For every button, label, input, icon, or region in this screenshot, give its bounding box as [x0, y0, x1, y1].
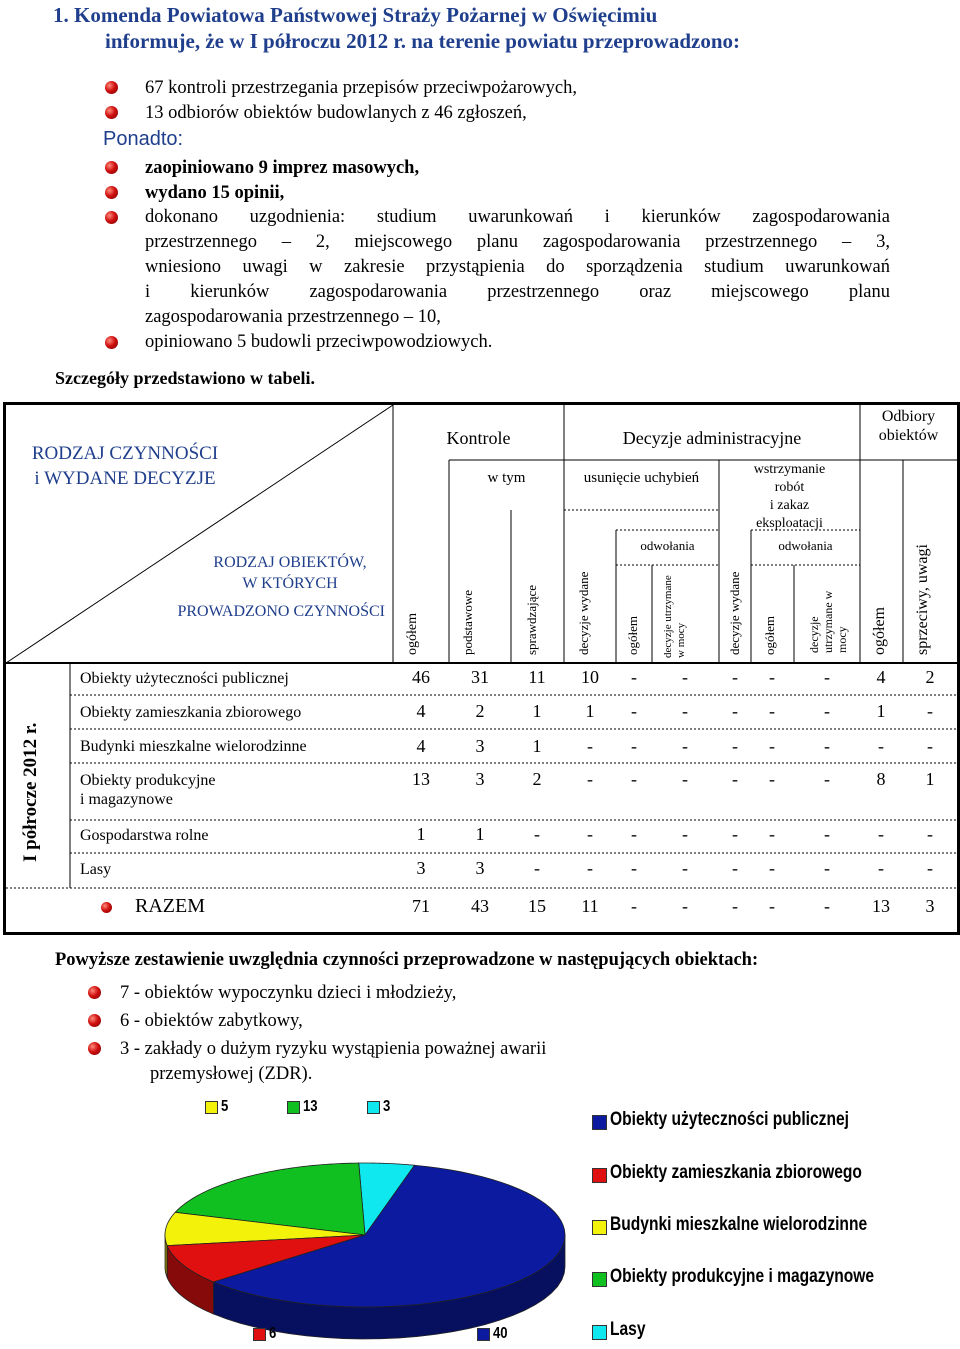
list-item-line: dokonano uzgodnienia: studium uwarunkowań i kierunków zagospodarowania: [145, 207, 890, 227]
table-cell: 46: [412, 667, 430, 687]
table-cell: -: [824, 824, 830, 844]
col-header-ogolem-4: ogółem: [871, 607, 888, 655]
col-header-sprzeciwy: sprzeciwy, uwagi: [914, 544, 931, 655]
table-cell: -: [682, 824, 688, 844]
data-label-swatch: [253, 1328, 266, 1341]
table-cell: -: [631, 701, 637, 721]
razem-cell: -: [824, 896, 830, 916]
wstrzymanie-line: eksploatacji: [756, 516, 823, 531]
table-cell: -: [824, 701, 830, 721]
table-cell: -: [769, 769, 775, 789]
table-cell: -: [732, 858, 738, 878]
table-cell: 1: [925, 769, 935, 789]
table-cell: 1: [585, 701, 595, 721]
bullet-icon: [88, 986, 101, 999]
page-subtitle: informuje, że w I półroczu 2012 r. na terenie powiatu przeprowadzono:: [105, 29, 741, 53]
table-cell: 4: [876, 667, 886, 687]
col-header-ogolem-3: ogółem: [762, 616, 777, 655]
table-cell: -: [631, 858, 637, 878]
razem-cell: 71: [412, 896, 430, 916]
table-cell: 3: [416, 858, 426, 878]
bullet-icon: [88, 1014, 101, 1027]
table-cell: -: [769, 701, 775, 721]
table-cell: 31: [471, 667, 489, 687]
razem-cell: 11: [581, 896, 599, 916]
table-cell: 2: [475, 701, 485, 721]
list-item: opiniowano 5 budowli przeciwpowodziowych.: [145, 332, 493, 352]
data-label-swatch: [367, 1101, 380, 1114]
table-cell: -: [631, 667, 637, 687]
table-cell: 1: [532, 736, 542, 756]
table-cell: 3: [475, 858, 485, 878]
table-cell: -: [824, 736, 830, 756]
details-note: Szczegóły przedstawiono w tabeli.: [55, 368, 315, 388]
legend-swatch: [592, 1272, 607, 1287]
table-cell: -: [927, 701, 933, 721]
table-cell: -: [732, 701, 738, 721]
list-item-line: zagospodarowania przestrzennego – 10,: [145, 307, 441, 327]
table-cell: -: [587, 769, 593, 789]
legend-swatch: [592, 1115, 607, 1130]
w-tym-header: w tym: [487, 470, 526, 486]
table-cell: 4: [416, 736, 426, 756]
col-header-utrzymane-2: decyzje utrzymane w mocy: [807, 590, 849, 653]
table-cell: 2: [532, 769, 542, 789]
list-item-line: przestrzennego – 2, miejscowego planu zagospodarowania przestrzennego – 3,: [145, 232, 890, 252]
col-header-decyzje-wydane-2: decyzje wydane: [727, 571, 742, 655]
razem-label: RAZEM: [135, 895, 205, 917]
col-header-decyzje-wydane: decyzje wydane: [576, 571, 591, 655]
list-item-line: wniesiono uwagi w zakresie przystąpienia do sporządzenia studium uwarunkowań: [145, 257, 890, 277]
pie-chart: [150, 1090, 590, 1349]
razem-cell: 13: [872, 896, 890, 916]
corner-subtitle-line: RODZAJ OBIEKTÓW,: [213, 554, 367, 571]
table-cell: -: [732, 824, 738, 844]
corner-title: [10, 441, 240, 491]
bullet-icon: [88, 1042, 101, 1055]
legend-swatch: [592, 1220, 607, 1235]
razem-cell: 3: [925, 896, 935, 916]
data-label: 5: [221, 1098, 229, 1115]
table-cell: -: [769, 824, 775, 844]
list-item: wydano 15 opinii,: [145, 183, 285, 203]
data-label: 13: [303, 1098, 318, 1115]
table-cell: -: [631, 736, 637, 756]
table-cell: 13: [412, 769, 430, 789]
col-header-ogolem: ogółem: [405, 613, 420, 655]
data-label: 3: [383, 1098, 391, 1115]
list-item-line: i kierunków zagospodarowania przestrzennego oraz miejscowego planu: [145, 282, 890, 302]
row-label: Gospodarstwa rolne: [80, 827, 209, 844]
table-cell: 1: [876, 701, 886, 721]
table-cell: -: [587, 858, 593, 878]
data-label-swatch: [477, 1328, 490, 1341]
bullet-icon: [101, 902, 112, 913]
decyzje-header: Decyzje administracyjne: [622, 428, 802, 448]
table-cell: -: [769, 667, 775, 687]
col-header-sprawdzajace: sprawdzające: [524, 584, 539, 655]
table-cell: -: [631, 824, 637, 844]
corner-subtitle-line: PROWADZONO CZYNNOŚCI: [177, 603, 385, 620]
razem-cell: 43: [471, 896, 489, 916]
table-cell: -: [732, 769, 738, 789]
legend-swatch: [592, 1325, 607, 1340]
wstrzymanie-line: wstrzymanie: [753, 462, 826, 477]
corner-subtitle-line: W KTÓRYCH: [242, 575, 338, 592]
table-cell: 1: [475, 824, 485, 844]
table-cell: 1: [416, 824, 426, 844]
table-cell: -: [682, 736, 688, 756]
ponadto-heading: Ponadto:: [103, 128, 184, 150]
row-label: Obiekty użyteczności publicznej: [80, 670, 289, 687]
data-label-swatch: [287, 1101, 300, 1114]
table-cell: -: [824, 769, 830, 789]
table-cell: -: [732, 667, 738, 687]
row-label: Lasy: [80, 861, 112, 878]
razem-cell: -: [631, 896, 637, 916]
razem-cell: -: [732, 896, 738, 916]
table-cell: -: [927, 736, 933, 756]
data-label: 40: [493, 1325, 508, 1342]
table-cell: -: [824, 667, 830, 687]
table-cell: 11: [528, 667, 546, 687]
table-cell: 3: [475, 769, 485, 789]
corner-title-line: RODZAJ CZYNNOŚCI: [31, 443, 219, 464]
odbiory-header: Odbiory obiektów: [878, 408, 939, 444]
table-cell: -: [682, 667, 688, 687]
table-cell: -: [769, 858, 775, 878]
odwolania-header: odwołania: [640, 538, 695, 553]
table-cell: -: [878, 824, 884, 844]
summary-item: 7 - obiektów wypoczynku dzieci i młodzieży,: [120, 983, 457, 1003]
summary-item-continued: przemysłowej (ZDR).: [150, 1064, 313, 1084]
row-label: Budynki mieszkalne wielorodzinne: [80, 738, 307, 755]
row-label: i magazynowe: [80, 791, 173, 808]
legend-entry: Lasy: [610, 1319, 646, 1340]
data-label: 6: [269, 1325, 277, 1342]
table-cell: -: [682, 858, 688, 878]
razem-cell: -: [769, 896, 775, 916]
table-cell: -: [682, 769, 688, 789]
usuniecie-header: usunięcie uchybień: [583, 470, 700, 486]
list-item: 67 kontroli przestrzegania przepisów przeciwpożarowych,: [145, 78, 578, 98]
table-cell: -: [534, 824, 540, 844]
razem-cell: -: [682, 896, 688, 916]
table-cell: -: [824, 858, 830, 878]
col-header-utrzymane: decyzje utrzymane w mocy: [662, 575, 687, 658]
summary-item: 6 - obiektów zabytkowy,: [120, 1011, 303, 1031]
table-cell: -: [534, 858, 540, 878]
summary-item: 3 - zakłady o dużym ryzyku wystąpienia poważnej awarii: [120, 1039, 547, 1059]
table-cell: -: [682, 701, 688, 721]
table-cell: -: [927, 824, 933, 844]
table-cell: -: [631, 769, 637, 789]
legend-entry: Budynki mieszkalne wielorodzinne: [610, 1214, 868, 1235]
summary-heading: Powyższe zestawienie uwzględnia czynności przeprowadzone w następujących obiektach:: [55, 950, 759, 970]
table-cell: -: [878, 736, 884, 756]
wstrzymanie-header: [719, 461, 860, 533]
wstrzymanie-line: i zakaz: [769, 498, 810, 513]
page-title: 1. Komenda Powiatowa Państwowej Straży Pożarnej w Oświęcimiu: [53, 3, 658, 27]
table-cell: 8: [876, 769, 886, 789]
legend-entry: Obiekty użyteczności publicznej: [610, 1109, 849, 1130]
wstrzymanie-line: robót: [774, 480, 805, 495]
table-cell: 4: [416, 701, 426, 721]
table-cell: 2: [925, 667, 935, 687]
table-cell: -: [878, 858, 884, 878]
table-cell: -: [587, 736, 593, 756]
list-item: 13 odbiorów obiektów budowlanych z 46 zgłoszeń,: [145, 103, 527, 123]
table-cell: -: [769, 736, 775, 756]
table-cell: 1: [532, 701, 542, 721]
legend-swatch: [592, 1168, 607, 1183]
corner-title-line: i WYDANE DECYZJE: [34, 468, 216, 489]
legend-entry: Obiekty produkcyjne i magazynowe: [610, 1266, 875, 1287]
corner-subtitle: [180, 552, 400, 594]
row-label: Obiekty zamieszkania zbiorowego: [80, 704, 302, 721]
data-label-swatch: [205, 1101, 218, 1114]
col-header-podstawowe: podstawowe: [460, 590, 475, 655]
table-cell: -: [732, 736, 738, 756]
legend-entry: Obiekty zamieszkania zbiorowego: [610, 1162, 862, 1183]
kontrole-header: Kontrole: [446, 428, 511, 448]
table-cell: 3: [475, 736, 485, 756]
razem-cell: 15: [528, 896, 546, 916]
row-label: Obiekty produkcyjne: [80, 772, 216, 789]
odwolania-header: odwołania: [778, 538, 833, 553]
list-item: zaopiniowano 9 imprez masowych,: [145, 158, 420, 178]
table-cell: 10: [581, 667, 599, 687]
table-cell: -: [587, 824, 593, 844]
period-label: I półrocze 2012 r.: [20, 722, 41, 863]
table-cell: -: [927, 858, 933, 878]
col-header-ogolem-2: ogółem: [625, 616, 640, 655]
